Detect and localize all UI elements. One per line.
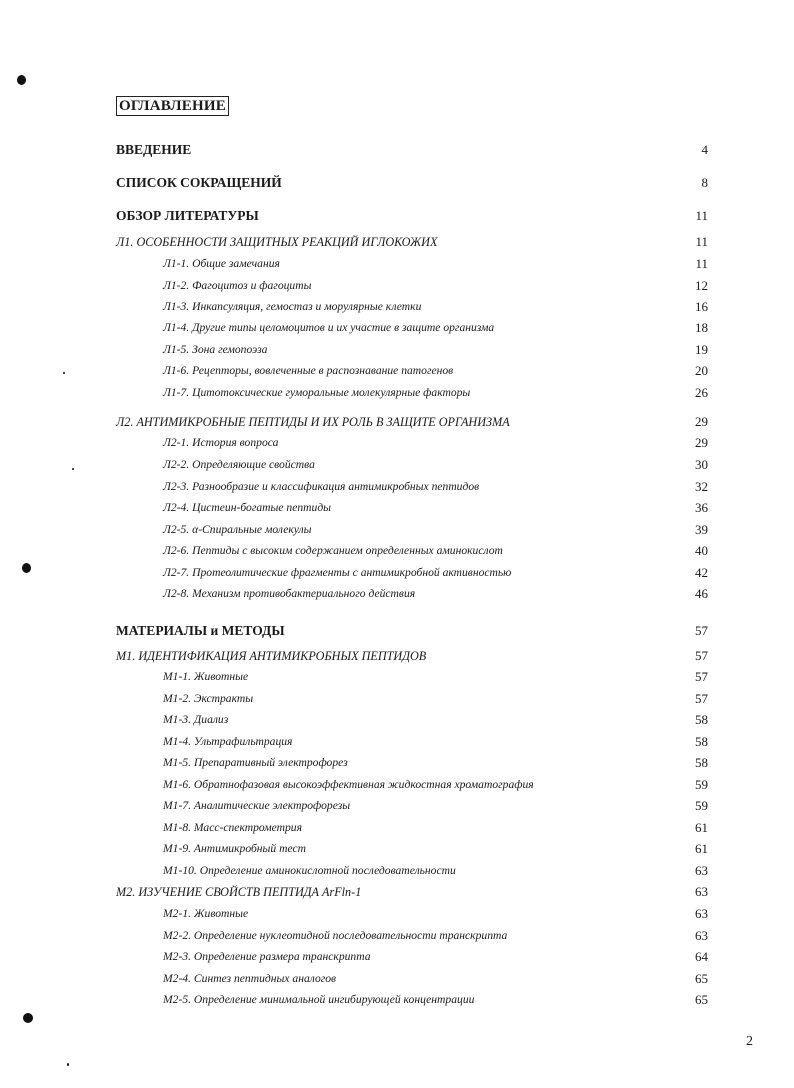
toc-entry-label: М1-9. Антимикробный тест: [163, 842, 306, 855]
toc-entry-label: М1-6. Обратнофазовая высокоэффективная жидкостная хроматография: [163, 778, 534, 791]
toc-entry-page: 29: [695, 414, 708, 429]
toc-entry[interactable]: [0, 542, 794, 560]
toc-entry-label: М2-5. Определение минимальной ингибирующей концентрации: [163, 993, 475, 1006]
toc-entry-page: 57: [695, 691, 708, 706]
toc-entry[interactable]: [0, 840, 794, 858]
toc-entry[interactable]: [0, 478, 794, 496]
toc-entry-page: 32: [695, 479, 708, 494]
toc-entry-page: 59: [695, 777, 708, 792]
toc-entry-label: М1-3. Диализ: [163, 713, 229, 726]
toc-entry-page: 16: [695, 299, 708, 314]
toc-entry-page: 63: [695, 906, 708, 921]
toc-entry-page: 30: [695, 457, 708, 472]
toc-entry-page: 19: [695, 342, 708, 357]
scan-speck: [63, 372, 65, 374]
toc-entry[interactable]: [0, 298, 794, 316]
toc-entry-label: Л2-4. Цистеин-богатые пептиды: [163, 501, 332, 514]
toc-entry-page: 39: [695, 522, 708, 537]
toc-entry[interactable]: [0, 585, 794, 603]
toc-entry-page: 65: [695, 992, 708, 1007]
toc-entry[interactable]: [0, 622, 794, 640]
scan-speck: [22, 563, 31, 573]
toc-entry-page: 8: [701, 175, 708, 190]
toc-entry-label: Л1. ОСОБЕННОСТИ ЗАЩИТНЫХ РЕАКЦИЙ ИГЛОКОЖИХ: [116, 235, 438, 249]
scan-speck: [67, 1063, 69, 1066]
toc-entry[interactable]: [0, 207, 794, 225]
toc-entry-page: 58: [695, 734, 708, 749]
toc-entry[interactable]: [0, 434, 794, 452]
toc-entry[interactable]: [0, 413, 794, 431]
toc-entry-page: 20: [695, 363, 708, 378]
toc-entry-label: Л2-2. Определяющие свойства: [163, 458, 315, 471]
toc-entry-page: 4: [701, 142, 708, 157]
toc-entry-label: Л1-6. Рецепторы, вовлеченные в распознавание патогенов: [163, 364, 454, 377]
toc-entry-page: 42: [695, 565, 708, 580]
toc-entry[interactable]: [0, 797, 794, 815]
toc-entry-label: Л2-1. История вопроса: [163, 436, 279, 449]
toc-entry[interactable]: [0, 277, 794, 295]
toc-entry[interactable]: [0, 647, 794, 665]
toc-entry-label: Л2-6. Пептиды с высоким содержанием определенных аминокислот: [163, 544, 503, 557]
toc-entry-page: 11: [695, 234, 708, 249]
toc-entry-label: Л1-4. Другие типы целомоцитов и их участие в защите организма: [163, 321, 495, 334]
page-number: 2: [746, 1034, 753, 1049]
scan-speck: [17, 75, 26, 85]
toc-entry-page: 63: [695, 928, 708, 943]
toc-entry-label: Л1-7. Цитотоксические гуморальные молекулярные факторы: [163, 386, 471, 399]
toc-entry[interactable]: [0, 341, 794, 359]
toc-entry[interactable]: [0, 319, 794, 337]
scan-speck: [23, 1013, 33, 1023]
toc-entry[interactable]: [0, 819, 794, 837]
toc-entry-page: 12: [695, 278, 708, 293]
toc-entry-label: Л2-8. Механизм противобактериального действия: [163, 587, 416, 600]
toc-entry-label: МАТЕРИАЛЫ и МЕТОДЫ: [116, 623, 285, 638]
toc-entry-page: 57: [695, 669, 708, 684]
toc-entry-label: СПИСОК СОКРАЩЕНИЙ: [116, 175, 282, 190]
toc-entry-page: 57: [695, 648, 708, 663]
toc-entry-label: Л2-7. Протеолитические фрагменты с антимикробной активностью: [163, 566, 512, 579]
toc-entry-label: М2-2. Определение нуклеотидной последовательности транскрипта: [163, 929, 508, 942]
toc-entry[interactable]: [0, 883, 794, 901]
toc-entry-label: Л2-3. Разнообразие и классификация антимикробных пептидов: [163, 480, 480, 493]
toc-entry-label: М1. ИДЕНТИФИКАЦИЯ АНТИМИКРОБНЫХ ПЕПТИДОВ: [116, 649, 427, 663]
toc-entry-label: М1-4. Ультрафильтрация: [163, 735, 293, 748]
scan-speck: [72, 468, 74, 470]
toc-entry-label: М1-7. Аналитические электрофорезы: [163, 799, 351, 812]
toc-entry-label: Л1-1. Общие замечания: [163, 257, 280, 270]
toc-entry-page: 26: [695, 385, 708, 400]
toc-entry-page: 11: [695, 208, 708, 223]
toc-entry-page: 36: [695, 500, 708, 515]
toc-entry[interactable]: [0, 141, 794, 159]
toc-title: ОГЛАВЛЕНИЕ: [116, 96, 229, 116]
toc-entry[interactable]: [0, 711, 794, 729]
toc-entry[interactable]: [0, 948, 794, 966]
toc-entry-page: 63: [695, 884, 708, 899]
toc-entry-page: 40: [695, 543, 708, 558]
toc-entry[interactable]: [0, 456, 794, 474]
toc-entry-page: 58: [695, 755, 708, 770]
toc-entry[interactable]: [0, 754, 794, 772]
toc-entry-label: Л2. АНТИМИКРОБНЫЕ ПЕПТИДЫ И ИХ РОЛЬ В ЗАЩИТЕ ОРГАНИЗМА: [116, 415, 510, 429]
toc-entry-page: 61: [695, 820, 708, 835]
toc-entry-label: ОБЗОР ЛИТЕРАТУРЫ: [116, 208, 259, 223]
toc-entry-label: Л1-2. Фагоцитоз и фагоциты: [163, 279, 312, 292]
toc-entry[interactable]: [0, 384, 794, 402]
toc-entry[interactable]: [0, 362, 794, 380]
toc-entry[interactable]: [0, 499, 794, 517]
toc-entry-label: М1-1. Животные: [163, 670, 249, 683]
toc-entry-label: М2-3. Определение размера транскрипта: [163, 950, 371, 963]
toc-entry-page: 63: [695, 863, 708, 878]
toc-entry[interactable]: [0, 905, 794, 923]
toc-entry[interactable]: [0, 690, 794, 708]
toc-entry-page: 11: [695, 256, 708, 271]
toc-entry-label: М1-10. Определение аминокислотной последовательности: [163, 864, 456, 877]
toc-entry[interactable]: [0, 174, 794, 192]
toc-entry-page: 58: [695, 712, 708, 727]
toc-entry[interactable]: [0, 862, 794, 880]
toc-entry[interactable]: [0, 521, 794, 539]
toc-entry-page: 61: [695, 841, 708, 856]
toc-entry-label: М1-5. Препаративный электрофорез: [163, 756, 348, 769]
toc-entry-page: 46: [695, 586, 708, 601]
toc-entry[interactable]: [0, 668, 794, 686]
toc-entry[interactable]: [0, 927, 794, 945]
toc-entry-label: М1-2. Экстракты: [163, 692, 254, 705]
toc-entry-label: Л1-5. Зона гемопоэза: [163, 343, 268, 356]
toc-entry-page: 64: [695, 949, 708, 964]
toc-entry-label: Л1-3. Инкапсуляция, гемостаз и морулярные клетки: [163, 300, 422, 313]
toc-entry[interactable]: [0, 255, 794, 273]
toc-entry-label: Л2-5. α-Спиральные молекулы: [163, 523, 312, 536]
toc-entry[interactable]: [0, 564, 794, 582]
toc-entry[interactable]: [0, 970, 794, 988]
toc-entry-page: 59: [695, 798, 708, 813]
toc-entry-label: ВВЕДЕНИЕ: [116, 142, 192, 157]
toc-entry[interactable]: [0, 776, 794, 794]
toc-entry-page: 57: [695, 623, 708, 638]
toc-entry-page: 29: [695, 435, 708, 450]
toc-entry-label: М2. ИЗУЧЕНИЕ СВОЙСТВ ПЕПТИДА ArFln-1: [116, 885, 362, 899]
toc-entry[interactable]: [0, 991, 794, 1009]
toc-entry-label: М1-8. Масс-спектрометрия: [163, 821, 302, 834]
toc-entry[interactable]: [0, 233, 794, 251]
toc-entry-page: 65: [695, 971, 708, 986]
toc-entry[interactable]: [0, 733, 794, 751]
toc-entry-label: М2-4. Синтез пептидных аналогов: [163, 972, 337, 985]
toc-entry-label: М2-1. Животные: [163, 907, 249, 920]
toc-entry-page: 18: [695, 320, 708, 335]
